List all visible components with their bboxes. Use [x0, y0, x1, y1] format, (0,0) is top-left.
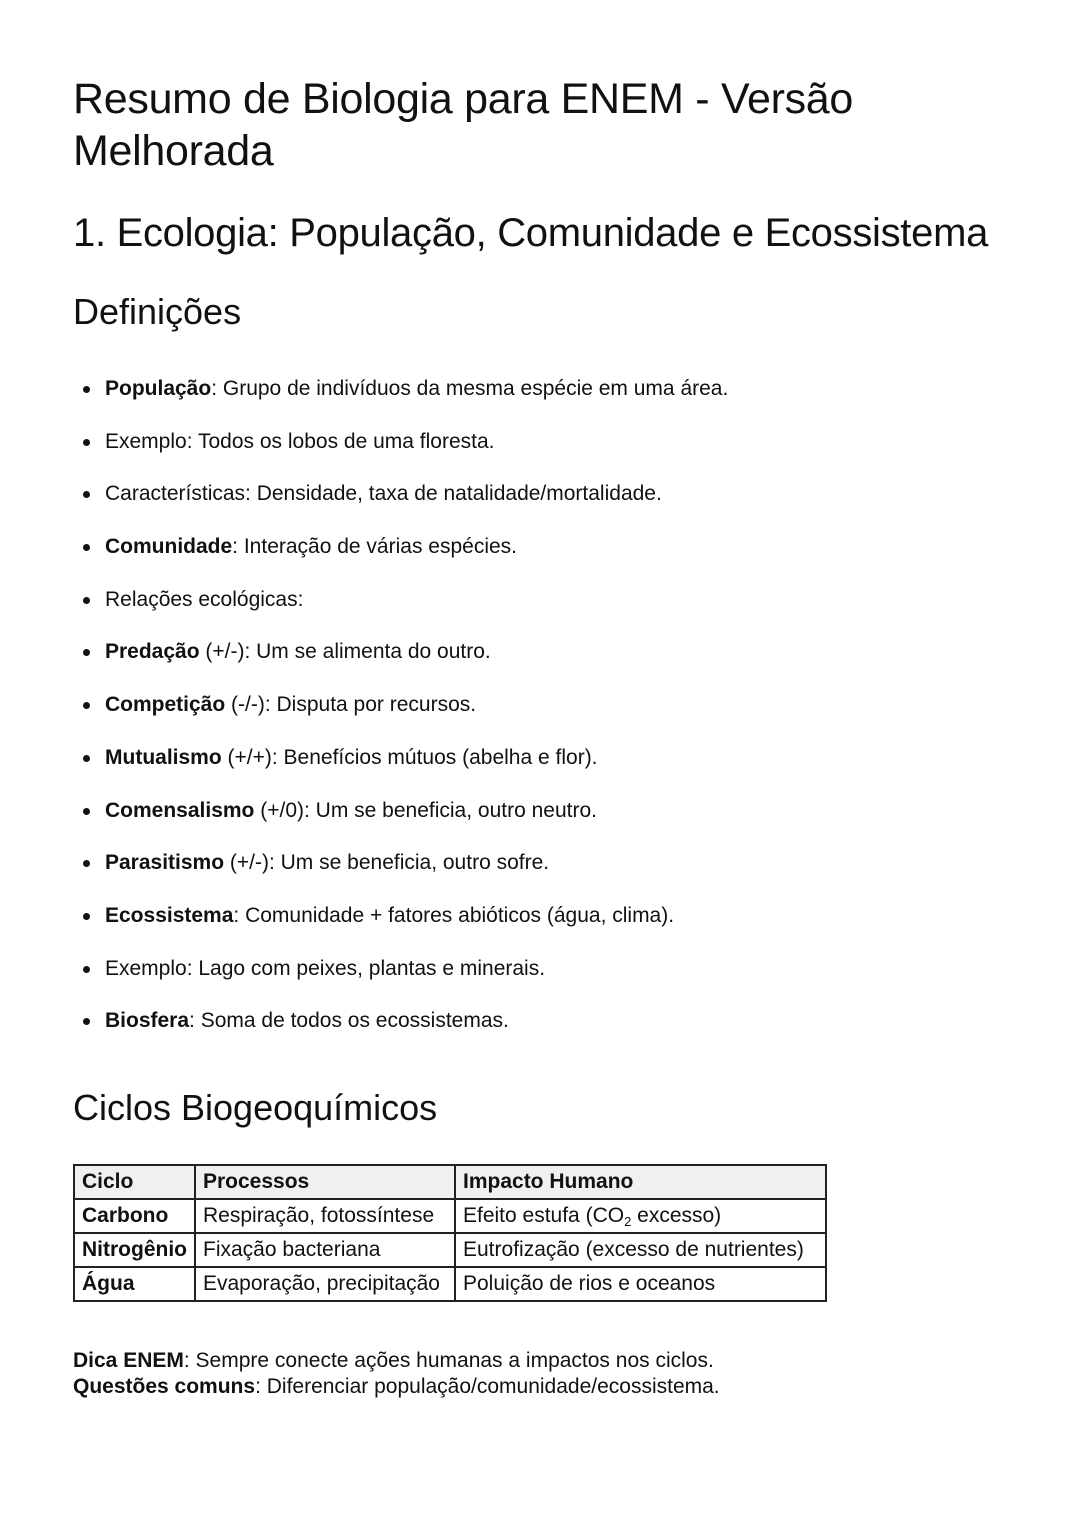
list-item — [73, 528, 728, 581]
list-item — [73, 897, 728, 950]
definition-text: Características: Densidade, taxa de natalidade/mortalidade. — [105, 482, 662, 506]
cell-ciclo: Nitrogênio — [74, 1233, 195, 1267]
note-text: : Diferenciar população/comunidade/ecossistema. — [255, 1375, 720, 1398]
definitions-list — [73, 370, 728, 1055]
section-title: 1. Ecologia: População, Comunidade e Ecossistema — [73, 211, 989, 255]
list-item — [73, 370, 728, 423]
impacto-text: Poluição de rios e oceanos — [463, 1272, 716, 1295]
definition-text: (+/+): Benefícios mútuos (abelha e flor). — [221, 745, 598, 769]
cell-processos: Fixação bacteriana — [195, 1233, 455, 1267]
definition-text: Relações ecológicas: — [105, 587, 304, 611]
list-item — [73, 633, 728, 686]
list-item — [73, 423, 728, 476]
cell-ciclo: Água — [74, 1267, 195, 1301]
page-title: Resumo de Biologia para ENEM - Versão Melhorada — [73, 75, 854, 175]
column-header-ciclo: Ciclo — [74, 1165, 195, 1199]
list-item — [73, 792, 728, 845]
definition-text: Exemplo: Lago com peixes, plantas e minerais. — [105, 956, 546, 980]
list-item — [73, 475, 728, 528]
table-row — [74, 1199, 826, 1233]
common-questions — [73, 1374, 720, 1400]
cell-impacto — [455, 1199, 826, 1233]
term: Comunidade — [105, 535, 233, 559]
cycles-table — [73, 1164, 827, 1302]
impacto-text-post: excesso) — [631, 1204, 722, 1227]
definition-text: : Grupo de indivíduos da mesma espécie em uma área. — [211, 377, 729, 400]
list-item — [73, 1002, 728, 1055]
table-header-row — [74, 1165, 826, 1199]
cell-impacto — [455, 1267, 826, 1301]
column-header-processos: Processos — [195, 1165, 455, 1199]
definition-text: (+/0): Um se beneficia, outro neutro. — [254, 798, 597, 822]
subscript: 2 — [624, 1214, 632, 1229]
note-label: Dica ENEM — [73, 1349, 184, 1372]
definition-text: : Soma de todos os ecossistemas. — [189, 1009, 509, 1033]
list-item — [73, 739, 728, 792]
note-text: : Sempre conecte ações humanas a impactos nos ciclos. — [183, 1349, 714, 1372]
impacto-text: Efeito estufa (CO — [463, 1204, 625, 1227]
note-label: Questões comuns — [73, 1375, 256, 1398]
definition-text: (+/-): Um se beneficia, outro sofre. — [224, 851, 550, 875]
table-row — [74, 1267, 826, 1301]
term: Competição — [105, 693, 226, 717]
cycles-heading: Ciclos Biogeoquímicos — [73, 1087, 438, 1128]
column-header-impacto: Impacto Humano — [455, 1165, 826, 1199]
term: Biosfera — [105, 1009, 190, 1033]
definition-text: : Interação de várias espécies. — [232, 535, 517, 559]
list-item — [73, 686, 728, 739]
list-item — [73, 844, 728, 897]
tip-enem — [73, 1348, 720, 1374]
list-item — [73, 950, 728, 1003]
definition-text: (+/-): Um se alimenta do outro. — [199, 640, 491, 664]
impacto-text: Eutrofização (excesso de nutrientes) — [463, 1238, 804, 1261]
notes — [73, 1348, 720, 1400]
term: Predação — [105, 640, 200, 664]
term: População — [105, 377, 212, 400]
table-row — [74, 1233, 826, 1267]
definition-text: Exemplo: Todos os lobos de uma floresta. — [105, 429, 495, 453]
definition-text: : Comunidade + fatores abióticos (água, clima). — [233, 903, 675, 927]
cell-ciclo: Carbono — [74, 1199, 195, 1233]
list-item — [73, 581, 728, 634]
term: Comensalismo — [105, 798, 255, 822]
term: Parasitismo — [105, 851, 225, 875]
cell-processos: Evaporação, precipitação — [195, 1267, 455, 1301]
cell-processos: Respiração, fotossíntese — [195, 1199, 455, 1233]
cell-impacto — [455, 1233, 826, 1267]
definition-text: (-/-): Disputa por recursos. — [225, 693, 477, 717]
definitions-heading: Definições — [73, 291, 242, 332]
term: Mutualismo — [105, 745, 222, 769]
term: Ecossistema — [105, 903, 234, 927]
